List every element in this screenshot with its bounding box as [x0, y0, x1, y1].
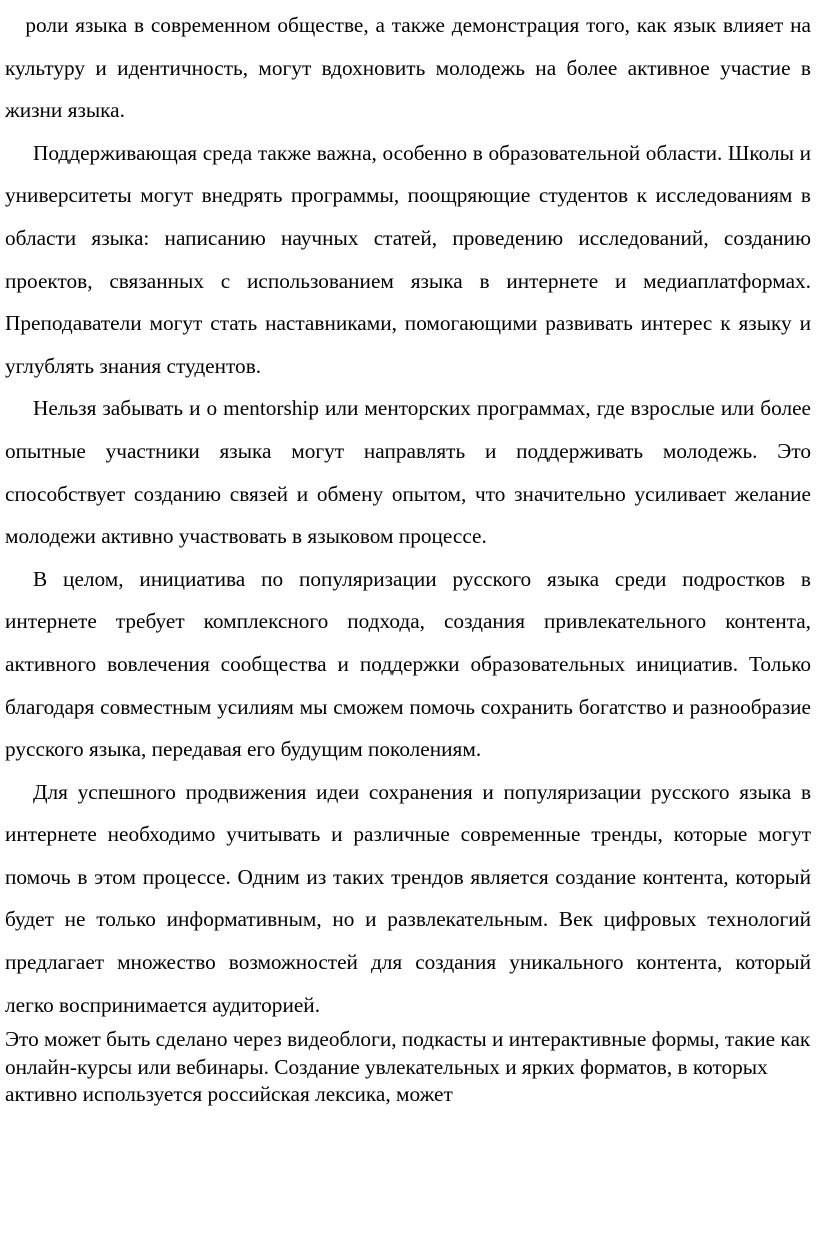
paragraph-5: Для успешного продвижения идеи сохранения и популяризации русского языка в интернете необходимо учитывать и различные современные тренды, которые могут помочь в этом процессе. Одним из таких трендов является создание контента, который будет не только информативным, но и развлекательным. Век цифровых технологий предлагает множество возможностей для создания уникального контента, который легко воспринимается аудиторией. — [5, 779, 811, 1017]
document-body — [5, 4, 816, 1108]
paragraph-3: Нельзя забывать и о mentorship или менторских программах, где взрослые или более опытные участники языка могут направлять и поддерживать молодежь. Это способствует созданию связей и обмену опытом, что значительно усиливает желание молодежи активно участвовать в языковом процессе. — [5, 396, 811, 549]
paragraph-1: роли языка в современном обществе, а также демонстрация того, как язык влияет на культуру и идентичность, могут вдохновить молодежь на более активное участие в жизни языка. — [5, 13, 816, 123]
paragraph-6: Это может быть сделано через видеоблоги, подкасты и интерактивные формы, такие как онлайн-курсы или вебинары. Создание увлекательных и ярких форматов, в которых активно используется российская лексика, может — [5, 1027, 811, 1106]
paragraph-2: Поддерживающая среда также важна, особенно в образовательной области. Школы и университеты могут внедрять программы, поощряющие студентов к исследованиям в области языка: написанию научных статей, проведению исследований, созданию проектов, связанных с использованием языка в интернете и медиаплатформах. Преподаватели могут стать наставниками, помогающими развивать интерес к языку и углублять знания студентов. — [5, 140, 811, 378]
paragraph-4: В целом, инициатива по популяризации русского языка среди подростков в интернете требует комплексного подхода, создания привлекательного контента, активного вовлечения сообщества и поддержки образовательных инициатив. Только благодаря совместным усилиям мы сможем помочь сохранить богатство и разнообразие русского языка, передавая его будущим поколениям. — [5, 566, 811, 762]
